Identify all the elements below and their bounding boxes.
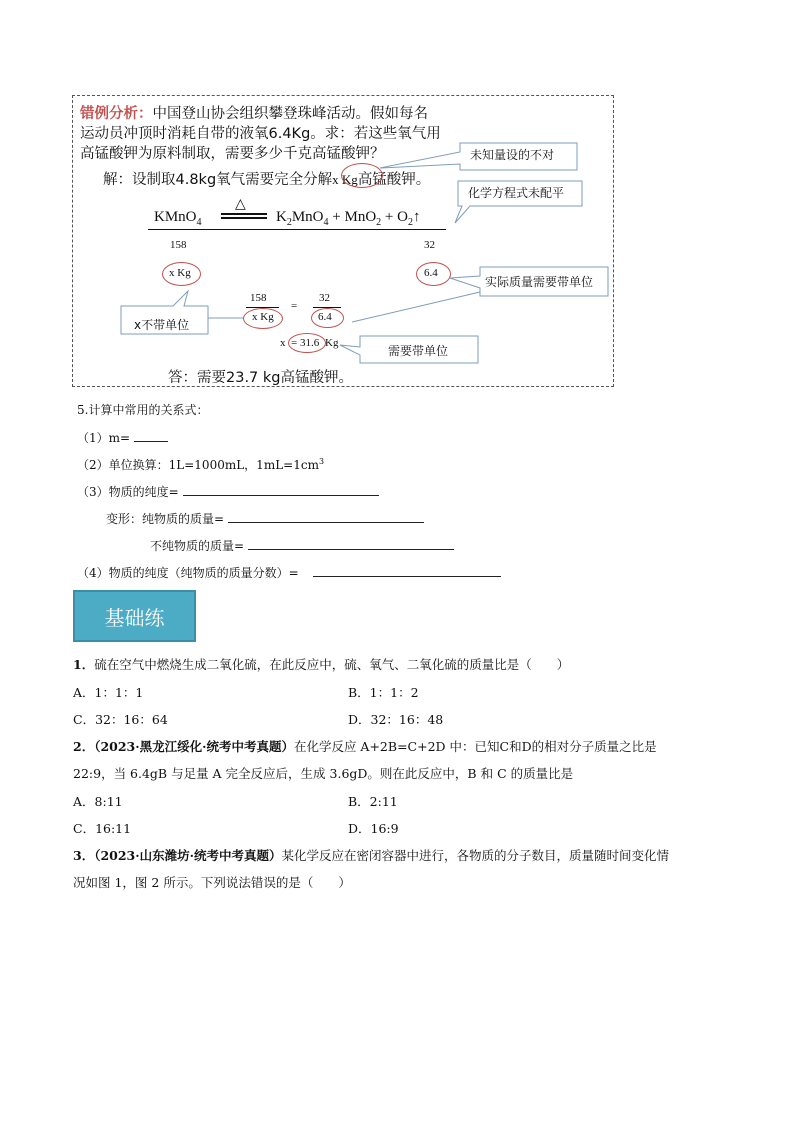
error-analysis-text1: 中国登山协会组织攀登珠峰活动。假如每名 (152, 106, 428, 122)
q2-option-b[interactable]: B．2:11 (348, 794, 398, 809)
equation-double-line-2 (221, 217, 267, 219)
formula-item3-impure: 不纯物质的质量= (150, 537, 454, 554)
error-analysis-line2: 运动员冲顶时消耗自带的液氧6.4Kg。求：若这些氧气用 (80, 126, 441, 142)
blank-3b (248, 537, 454, 550)
equation-underline (148, 229, 446, 230)
q2-option-a[interactable]: A．8:11 (73, 794, 123, 809)
formula-item2: （2）单位换算：1L=1000mL，$1mL=1cm^3$ (77, 457, 325, 472)
formulas-heading: 5.计算中常用的关系式： (77, 403, 209, 417)
q1-option-b[interactable]: B．1：1：2 (348, 685, 419, 700)
result-eq: = 31.6 (291, 337, 320, 349)
q3-stem-line1: 3．（2023·山东潍坊·统考中考真题）某化学反应在密闭容器中进行，各物质的分子数目，质量随时间变化情 (73, 848, 669, 863)
error-analysis-label: 错例分析： (80, 106, 153, 122)
solution-suffix: 高锰酸钾。 (357, 172, 431, 188)
q2-option-d[interactable]: D．16:9 (348, 821, 399, 836)
q1-option-d[interactable]: D．32：16：48 (348, 712, 444, 727)
formula-item4: （4）物质的纯度（纯物质的质量分数）= (77, 564, 501, 581)
formula-item3: （3）物质的纯度= (77, 483, 379, 500)
callout-unknown: 未知量设的不对 (470, 148, 555, 162)
solution-x: x Kg (332, 172, 358, 187)
result-x: x (280, 337, 286, 349)
mass-right: 32 (424, 239, 435, 251)
q2-stem-line1: 2．（2023·黑龙江绥化·统考中考真题）在化学反应 A+2B=C+2D 中：已知C和D的相对分子质量之比是 (73, 739, 657, 754)
section-title-basic: 基础练 (73, 590, 196, 642)
ratio-bottom-left: x Kg (252, 311, 274, 323)
callout-actual-mass: 实际质量需要带单位 (485, 275, 594, 289)
error-analysis-line3: 高锰酸钾为原料制取，需要多少千克高锰酸钾？ (80, 146, 385, 162)
formula-item1: （1）m= (77, 429, 168, 446)
answer-line: 答：需要23.7 kg高锰酸钾。 (168, 370, 353, 386)
error-analysis-line1 (80, 102, 428, 123)
blank-1 (134, 429, 168, 442)
blank-4 (313, 564, 501, 577)
callout-need-unit: 需要带单位 (388, 344, 449, 358)
formula-item3-transform: 变形：纯物质的质量= (106, 510, 424, 527)
solution-prefix: 解：设制取4.8kg氧气需要完全分解 (103, 172, 333, 188)
q1-stem: 1．硫在空气中燃烧生成二氧化硫，在此反应中，硫、氧气、二氧化硫的质量比是（ ） (73, 657, 570, 672)
equation-products: $K_2MnO_4 + MnO_2$ + $O_2↑$ (276, 209, 421, 228)
q3-stem-line2: 况如图 1，图 2 所示。下列说法错误的是（ ） (73, 875, 351, 890)
q1-option-a[interactable]: A．1：1：1 (73, 685, 144, 700)
val-right: 6.4 (424, 267, 438, 279)
equation-condition: △ (235, 197, 246, 212)
q2-option-c[interactable]: C．16:11 (73, 821, 132, 836)
callout-x-no-unit: x不带单位 (134, 318, 190, 332)
ratio-top-right: 32 (319, 292, 330, 304)
x-left: x Kg (169, 267, 191, 279)
q1-option-c[interactable]: C．32：16：64 (73, 712, 168, 727)
equation-double-line-1 (221, 213, 267, 215)
blank-3 (183, 483, 379, 496)
ratio-bottom-right: 6.4 (318, 311, 332, 323)
ratio-eq: = (291, 300, 298, 312)
mass-left: 158 (170, 239, 187, 251)
callout-unbalanced: 化学方程式未配平 (468, 186, 565, 200)
result-unit: Kg (325, 337, 339, 349)
equation-reactant: KMnO$_4$ (154, 209, 202, 228)
ratio-top-left: 158 (250, 292, 267, 304)
blank-3a (228, 510, 424, 523)
q2-stem-line2: 22:9，当 6.4gB 与足量 A 完全反应后，生成 3.6gD。则在此反应中，B 和 C 的质量比是 (73, 766, 574, 781)
